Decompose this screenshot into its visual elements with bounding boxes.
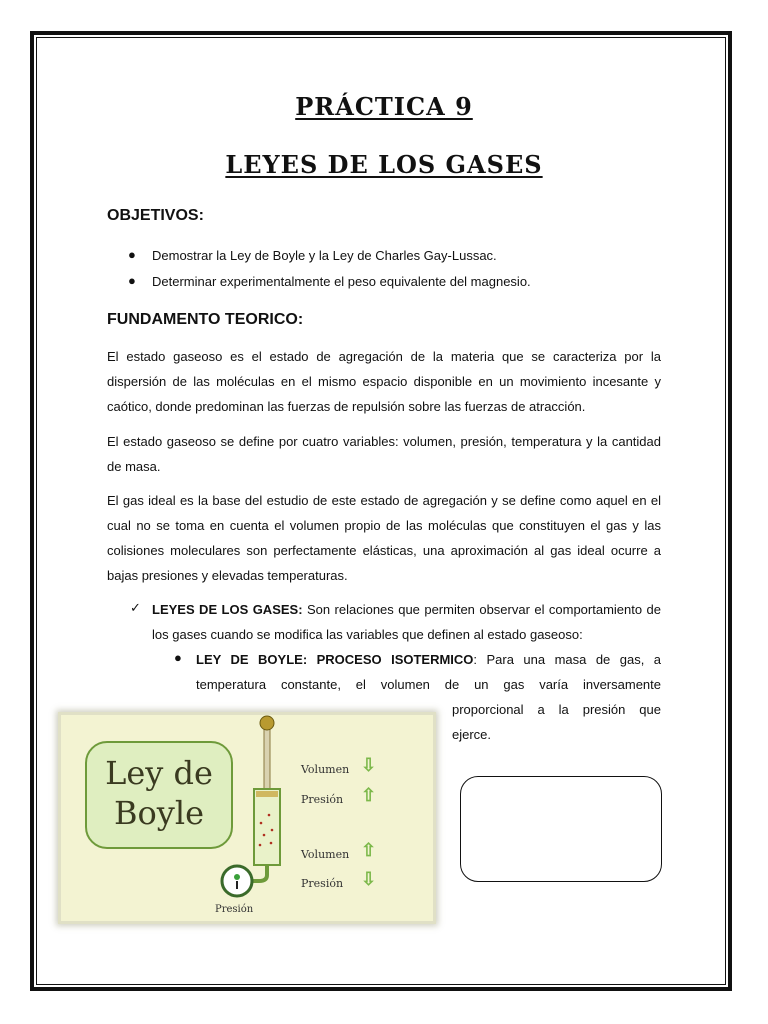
bullet-icon: ● [174,650,182,665]
presion-label: Presión [301,877,344,890]
presion-label: Presión [301,793,344,806]
boyle-line: ejerce. [452,727,492,742]
volumen-label: Volumen [301,848,350,861]
arrow-up-icon: ⇧ [361,785,377,805]
fundamento-heading: FUNDAMENTO TEORICO: [107,311,304,328]
objetivos-heading: OBJETIVOS: [107,207,204,224]
checkmark-icon: ✓ [130,600,141,615]
paragraph: El estado gaseoso se define por cuatro variables: volumen, presión, temperatura y la cantidad de masa. [107,434,661,474]
boyle-law-illustration [58,712,436,924]
document-title: PRÁCTICA 9 [295,92,473,121]
leyes-text: Son relaciones que permiten observar el comportamiento de los gases cuando se modifica las variables que definen al estado gaseoso: [152,602,661,642]
gauge-label: Presión [215,904,254,915]
arrow-down-icon: ⇩ [361,755,377,775]
volumen-label: Volumen [301,763,350,776]
boyle-line: temperatura constante, el volumen de un gas varía inversamente [196,677,661,692]
boyle-title-badge: Ley de Boyle [85,741,233,849]
arrow-up-icon: ⇧ [361,840,377,860]
boyle-line: LEY DE BOYLE: PROCESO ISOTERMICO: Para una masa de gas, a [196,652,662,667]
leyes-paragraph [152,597,661,647]
arrow-down-icon: ⇩ [361,869,377,889]
bullet-icon: ● [128,247,136,262]
document-subtitle: LEYES DE LOS GASES [225,150,543,179]
answer-box [460,776,662,882]
boyle-line: proporcional a la presión que [452,702,661,717]
leyes-label: LEYES DE LOS GASES: [152,602,303,617]
boyle-label: LEY DE BOYLE: PROCESO ISOTERMICO [196,652,474,667]
bullet-icon: ● [128,273,136,288]
paragraph: El gas ideal es la base del estudio de este estado de agregación y se define como aquel en el cual no se toma en cuenta el volumen propio de las moléculas que constituyen el gas y las colisiones moleculares son perfectamente elásticas, una aproximación al gas ideal ocurre a bajas presiones y elevadas temperaturas. [107,493,661,583]
paragraph: El estado gaseoso es el estado de agregación de la materia que se caracteriza por la dispersión de las moléculas en el mismo espacio disponible en un movimiento incesante y caótico, donde predominan las fuerzas de repulsión sobre las fuerzas de atracción. [107,349,661,414]
